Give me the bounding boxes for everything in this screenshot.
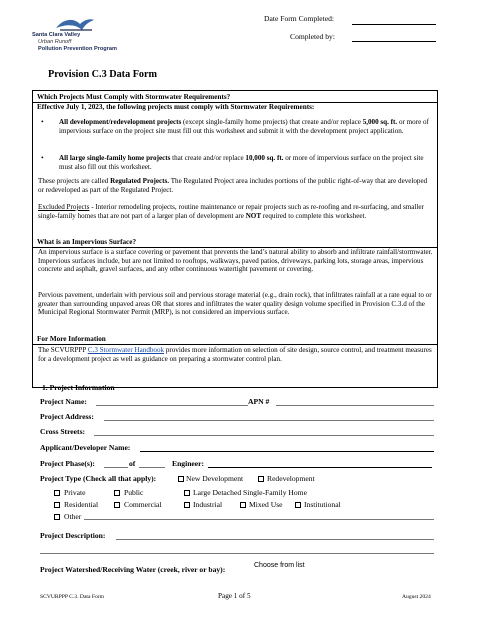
apn-field[interactable]	[276, 405, 434, 406]
project-name-field[interactable]	[96, 405, 248, 406]
mixed-use-label: Mixed Use	[249, 500, 283, 509]
engineer-label: Engineer:	[172, 459, 205, 468]
phase-total-field[interactable]	[139, 467, 165, 468]
box-heading-which: Which Projects Must Comply with Stormwater Requirements?	[37, 93, 231, 101]
checkbox-redevelopment[interactable]	[258, 476, 264, 482]
logo-line-2: Urban Runoff	[38, 39, 72, 45]
checkbox-commercial[interactable]	[114, 502, 120, 508]
excluded-projects-text: Excluded Projects - Interior remodeling projects, routine maintenance or repair projects such as re-roofing and re-surfacing, and smaller single-family homes that are not part of a larger plan of development are NOT required to complete this worksheet.	[38, 203, 424, 220]
checkbox-residential[interactable]	[54, 502, 60, 508]
section-project-information: 1. Project Information	[42, 383, 115, 392]
phase-field[interactable]	[104, 467, 128, 468]
watershed-label: Project Watershed/Receiving Water (creek, river or bay):	[40, 565, 226, 574]
phase-of-label: of	[129, 459, 136, 468]
checkbox-industrial[interactable]	[184, 502, 190, 508]
project-phase-label: Project Phase(s):	[40, 459, 95, 468]
project-name-label: Project Name:	[40, 397, 87, 406]
box-heading-impervious: What is an Impervious Surface?	[37, 238, 137, 246]
checkbox-public[interactable]	[114, 490, 120, 496]
pervious-pavement-text: Pervious pavement, underlain with pervious soil and pervious storage material (e.g., drain rock), that infiltrates rainfall at a rate equal to or greater than surrounding unpaved areas OR that stores and infiltrates the water quality design volume specified in Provision C.3.d of the Municipal Regional Stormwater Permit (MRP), is not considered an impervious surface.	[38, 291, 432, 317]
large-sfh-label: Large Detached Single-Family Home	[193, 488, 307, 497]
other-field[interactable]	[84, 519, 434, 520]
cross-streets-label: Cross Streets:	[40, 427, 86, 436]
stormwater-handbook-link[interactable]: C.3 Stormwater Handbook	[87, 346, 165, 354]
regulated-projects-text: These projects are called Regulated Projects. The Regulated Project area includes portions of the public right-of-way that are developed or redeveloped as part of the Regulated Project.	[38, 177, 428, 194]
completed-by-label: Completed by:	[290, 32, 335, 41]
footer-page-number: Page 1 of 5	[218, 592, 251, 600]
project-address-field[interactable]	[104, 420, 434, 421]
private-label: Private	[64, 488, 86, 497]
institutional-label: Institutional	[304, 500, 341, 509]
commercial-label: Commercial	[124, 500, 162, 509]
box-heading-more-info: For More Information	[37, 335, 106, 343]
checkbox-large-sfh[interactable]	[184, 490, 190, 496]
other-label: Other	[64, 512, 82, 521]
industrial-label: Industrial	[193, 500, 223, 509]
project-address-label: Project Address:	[40, 412, 94, 421]
residential-label: Residential	[64, 500, 99, 509]
impervious-definition: An impervious surface is a surface covering or pavement that prevents the land’s natural ability to absorb and infiltrate rainfall/stormwater. Impervious surfaces include, but are not limited to rooftops, walkways, paved patios, driveways, parking lots, storage areas, impervious concrete and asphalt, gravel surfaces, and any other continuous watertight pavement or covering.	[38, 248, 433, 274]
redevelopment-label: Redevelopment	[267, 474, 315, 483]
applicant-label: Applicant/Developer Name:	[40, 443, 131, 452]
bullet-development: All development/redevelopment projects (except single-family home projects) that create and/or replace 5,000 sq. ft. or more of impervious surface on the project site must fill out this worksheet and submit it with the development project application.	[59, 118, 429, 135]
apn-label: APN #	[248, 397, 270, 406]
more-info-text: The SCVURPPP C.3 Stormwater Handbook provides more information on selection of site design, source control, and treatment measures for a development project as well as guidance on preparing a stormwater control plan.	[38, 346, 432, 363]
checkbox-mixed-use[interactable]	[240, 502, 246, 508]
logo-bird-icon	[54, 14, 96, 32]
new-development-label: New Development	[186, 474, 244, 483]
project-description-label: Project Description:	[40, 531, 106, 540]
box-heading-effective: Effective July 1, 2023, the following projects must comply with Stormwater Requirements:	[37, 103, 315, 111]
checkbox-new-development[interactable]	[178, 476, 184, 482]
watershed-select[interactable]: Choose from list	[254, 562, 305, 569]
public-label: Public	[124, 488, 144, 497]
footer-date: August 2024	[402, 594, 431, 600]
logo-line-1: Santa Clara Valley	[32, 32, 81, 38]
date-completed-label: Date Form Completed:	[264, 14, 335, 23]
checkbox-institutional[interactable]	[295, 502, 301, 508]
program-logo	[32, 14, 162, 64]
applicant-field[interactable]	[140, 451, 434, 452]
engineer-field[interactable]	[208, 467, 432, 468]
checkbox-private[interactable]	[54, 490, 60, 496]
requirements-box: Which Projects Must Comply with Stormwater Requirements? Effective July 1, 2023, the following projects must comply with Stormwater Requirements: • All development/redevelopment projects (except single-family home projects) that create and/or replace 5,000 sq. ft. or more of impervious surface on the project site must fill out this worksheet and submit it with the development project application. • All large single-family home projects that create and/or replace 10,000 sq. ft. or more of impervious surface on the project site must also fill out this worksheet. These projects are called Regulated Projects. The Regulated Project area includes portions of the public right-of-way that are developed or redeveloped as part of the Regulated Project. Excluded Projects - Interior remodeling projects, routine maintenance or repair projects such as re-roofing and re-surfacing, and smaller single-family homes that are not part of a larger plan of development are NOT required to complete this worksheet. What is an Impervious Surface? An impervious surface is a surface covering or pavement that prevents the land’s natural ability to absorb and infiltrate rainfall/stormwater. Impervious surfaces include, but are not limited to rooftops, walkways, paved patios, driveways, parking lots, storage areas, impervious concrete and asphalt, gravel surfaces, and any other continuous watertight pavement or covering. Pervious pavement, underlain with pervious soil and pervious storage material (e.g., drain rock), that infiltrates rainfall at a rate equal to or greater than surrounding unpaved areas OR that stores and infiltrates the water quality design volume specified in Provision C.3.d of the Municipal Regional Stormwater Permit (MRP), is not considered an impervious surface. For More Information The SCVURPPP C.3 Stormwater Handbook provides more information on selection of site design, source control, and treatment measures for a development project as well as guidance on preparing a stormwater control plan.	[32, 90, 438, 388]
date-completed-field[interactable]	[352, 24, 436, 25]
cross-streets-field[interactable]	[94, 435, 434, 436]
project-description-field-2[interactable]	[40, 553, 434, 554]
checkbox-other[interactable]	[54, 514, 60, 520]
project-type-label: Project Type (Check all that apply):	[40, 474, 157, 483]
completed-by-field[interactable]	[352, 41, 436, 42]
page-title: Provision C.3 Data Form	[48, 69, 158, 80]
project-description-field[interactable]	[116, 539, 434, 540]
bullet-single-family: All large single-family home projects that create and/or replace 10,000 sq. ft. or more of impervious surface on the project site must also fill out this worksheet.	[59, 154, 424, 171]
footer-form-name: SCVURPPP C.3. Data Form	[40, 594, 104, 600]
logo-line-3: Pollution Prevention Program	[38, 46, 117, 52]
